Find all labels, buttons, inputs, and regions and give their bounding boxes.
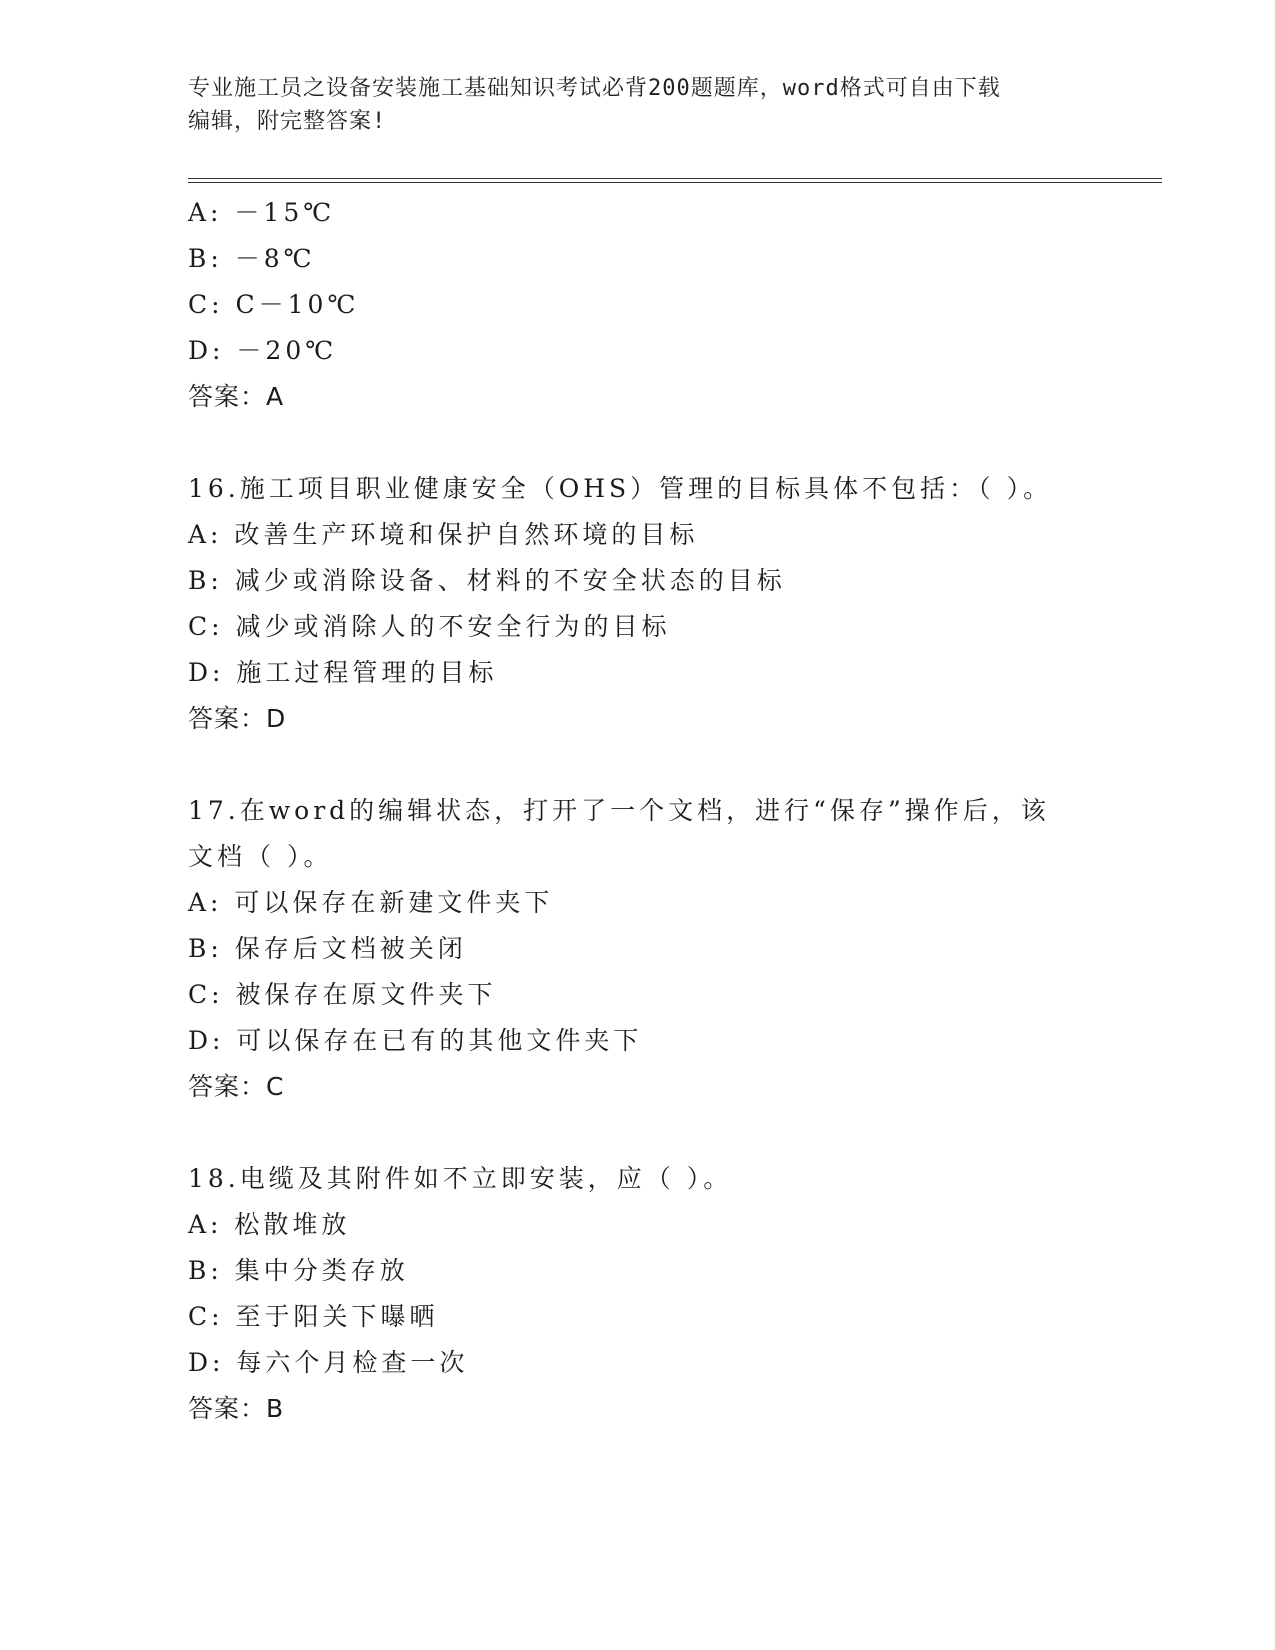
option-b: B: 集中分类存放 [188,1256,409,1285]
option-a: A: －15℃ [188,198,336,227]
header-rule-bottom [188,182,1162,183]
document-body [188,190,1088,1432]
option-c: C: 减少或消除人的不安全行为的目标 [188,612,671,641]
question-18 [188,1156,1088,1432]
option-c: C: 至于阳关下曝晒 [188,1302,439,1331]
answer: 答案：C [188,1072,285,1101]
option-b: B: 减少或消除设备、材料的不安全状态的目标 [188,566,786,595]
answer: 答案：D [188,704,287,733]
option-c: C: C－10℃ [188,290,360,319]
option-a: A: 松散堆放 [188,1210,351,1239]
question-stem-line-2: 文档（ ）。 [188,842,333,871]
question-stem-line-1: 17.在word的编辑状态，打开了一个文档，进行“保存”操作后，该 [188,796,1050,825]
header-line-1: 专业施工员之设备安装施工基础知识考试必背200题题库，word格式可自由下载 [188,76,1001,101]
question-16 [188,466,1088,742]
question-15 [188,190,1088,420]
option-b: B: 保存后文档被关闭 [188,934,467,963]
option-c: C: 被保存在原文件夹下 [188,980,497,1009]
document-header [188,72,1068,138]
header-line-2: 编辑，附完整答案! [188,109,387,134]
option-d: D: 每六个月检查一次 [188,1348,469,1377]
option-d: D: －20℃ [188,336,338,365]
option-d: D: 施工过程管理的目标 [188,658,498,687]
option-d: D: 可以保存在已有的其他文件夹下 [188,1026,643,1055]
answer: 答案：B [188,1394,285,1423]
header-rule-top [188,178,1162,179]
option-a: A: 可以保存在新建文件夹下 [188,888,554,917]
question-17 [188,788,1088,1110]
question-stem: 16.施工项目职业健康安全（OHS）管理的目标具体不包括：（ ）。 [188,474,1053,503]
answer: 答案：A [188,382,285,411]
option-a: A: 改善生产环境和保护自然环境的目标 [188,520,699,549]
option-b: B: －8℃ [188,244,316,273]
question-stem: 18.电缆及其附件如不立即安装，应（ ）。 [188,1164,733,1193]
